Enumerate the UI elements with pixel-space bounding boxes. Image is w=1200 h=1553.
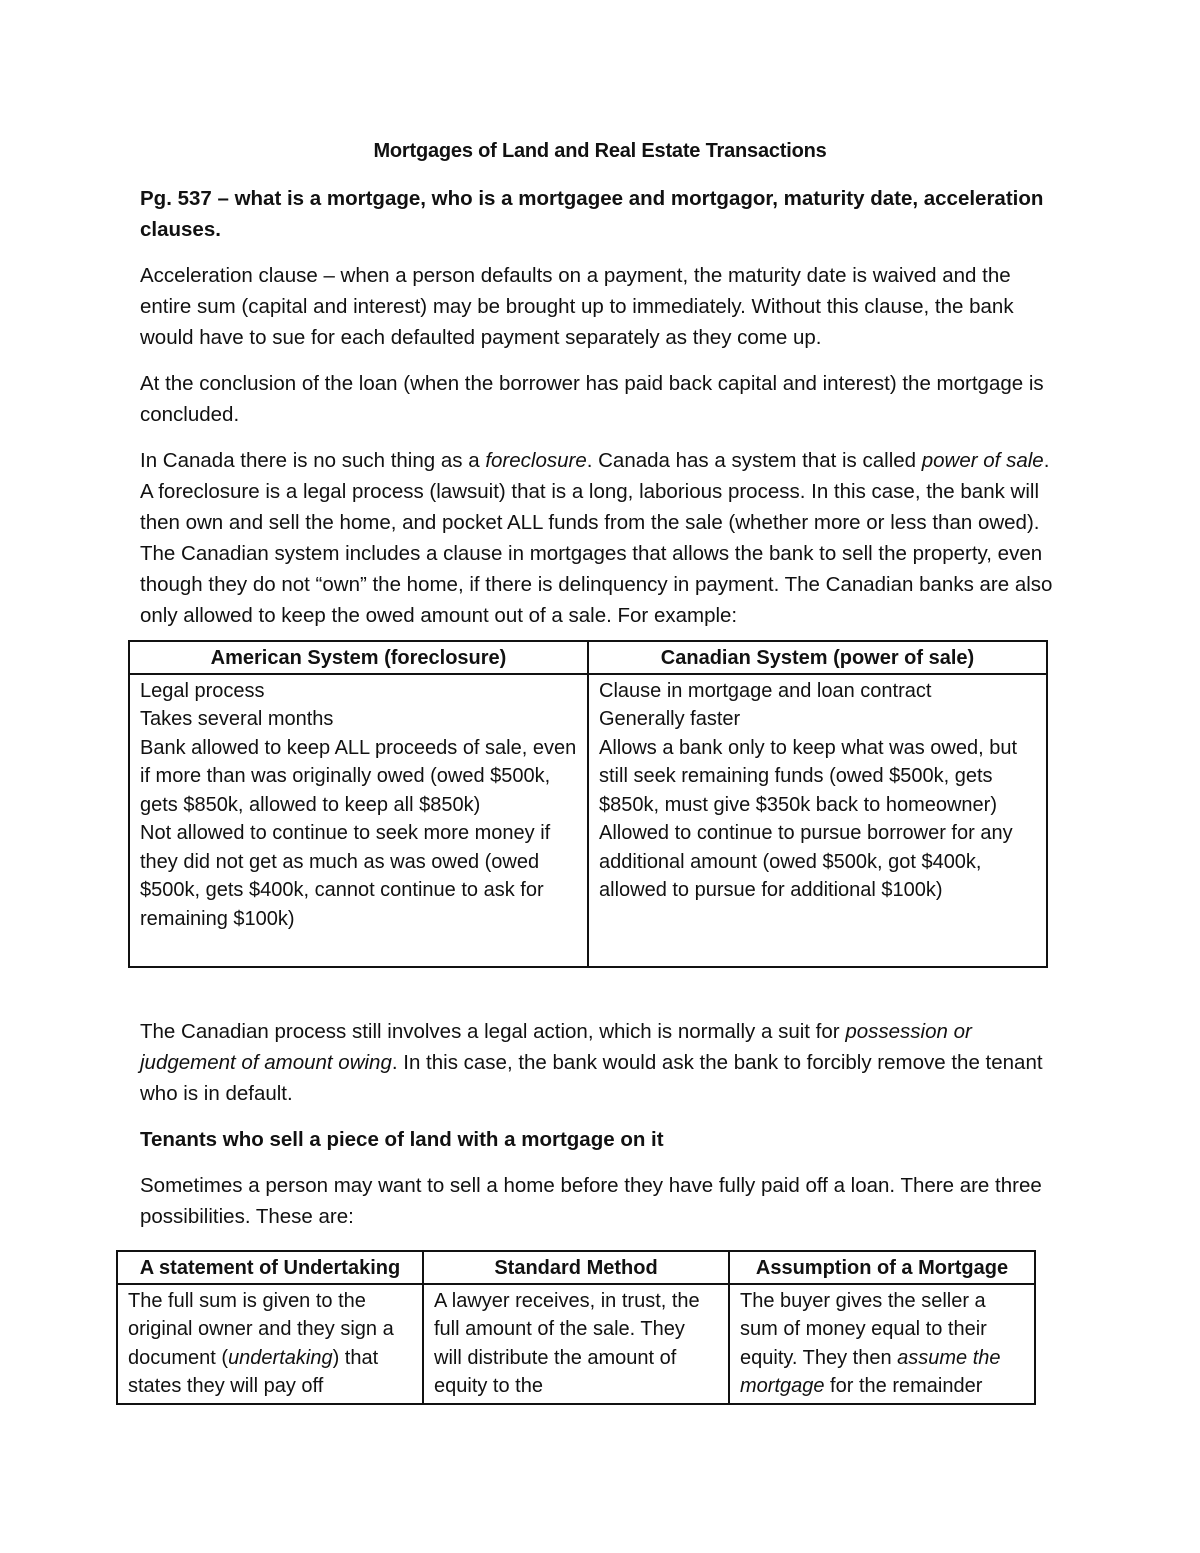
process-paragraph <box>140 1016 1060 1109</box>
table-header-canadian: Canadian System (power of sale) <box>588 641 1047 674</box>
acceleration-paragraph: Acceleration clause – when a person defaults on a payment, the maturity date is waived and the entire sum (capital and interest) may be brought up to immediately. Without this clause, the bank would have to sue for each defaulted payment separately as they come up. <box>140 264 1014 349</box>
list-item: Not allowed to continue to seek more money if they did not get as much as was owed (owed $500k, gets $400k, cannot continue to ask for remaining $100k) <box>140 822 551 930</box>
assumption-cell <box>729 1284 1035 1404</box>
text-run: . Canada has a system that is called <box>586 449 922 472</box>
text-run: . In this case, the bank would ask the bank to forcibly remove the tenant who is in default. <box>140 1050 1043 1105</box>
document-body <box>140 140 1060 1247</box>
text-run: The buyer gives the seller a sum of money equal to their equity. They then <box>740 1289 987 1369</box>
section-heading: Tenants who sell a piece of land with a mortgage on it <box>140 1127 664 1151</box>
sale-options-table <box>116 1250 1036 1405</box>
list-item: Generally faster <box>599 708 741 730</box>
page-title: Mortgages of Land and Real Estate Transactions <box>373 140 827 162</box>
text-run: The full sum is given to the original owner and they sign a document ( <box>128 1289 394 1369</box>
italic-term: power of sale <box>921 449 1044 472</box>
text-run: for the remainder <box>824 1375 983 1397</box>
undertaking-cell <box>117 1284 423 1404</box>
spacer <box>140 968 1060 1016</box>
cell-text: A lawyer receives, in trust, the full amount of the sale. They will distribute the amount of equity to the <box>434 1289 700 1397</box>
sometimes-paragraph: Sometimes a person may want to sell a home before they have fully paid off a loan. There are three possibilities. These are: <box>140 1173 1042 1228</box>
text-run: In Canada there is no such thing as a <box>140 449 486 472</box>
list-item: Clause in mortgage and loan contract <box>599 679 932 702</box>
comparison-table <box>128 640 1048 968</box>
cell-text <box>128 1287 412 1399</box>
italic-term: undertaking <box>228 1346 333 1369</box>
table-row <box>129 674 1047 967</box>
list-item: Bank allowed to keep ALL proceeds of sale, even if more than was originally owed (owed $500k, gets $850k, allowed to keep all $850k) <box>140 736 577 816</box>
italic-term: foreclosure <box>485 449 587 472</box>
intro-reference: Pg. 537 – what is a mortgage, who is a mortgagee and mortgagor, maturity date, acceleration clauses. <box>140 187 1044 241</box>
canada-paragraph <box>140 445 1060 631</box>
table-header-american: American System (foreclosure) <box>129 641 588 674</box>
conclusion-paragraph: At the conclusion of the loan (when the borrower has paid back capital and interest) the mortgage is concluded. <box>140 372 1044 426</box>
text-run: The Canadian process still involves a legal action, which is normally a suit for <box>140 1019 846 1043</box>
text-run: . A foreclosure is a legal process (lawsuit) that is a long, laborious process. In this case, the bank will then own and sell the home, and pocket ALL funds from the sale (whether more or less than owed). The Canadian system includes a clause in mortgages that allows the bank to sell the property, even though they do not “own” the home, if there is delinquency in payment. The Canadian banks are also only allowed to keep the owed amount out of a sale. For example: <box>140 449 1053 627</box>
table-row <box>117 1284 1035 1404</box>
italic-term: assume the mortgage <box>740 1346 1001 1397</box>
table-header-row <box>117 1251 1035 1284</box>
list-item: Allows a bank only to keep what was owed, but still seek remaining funds (owed $500k, gets $850k, must give $350k back to homeowner) <box>599 736 1018 816</box>
list-item: Takes several months <box>140 708 334 730</box>
list-item: Legal process <box>140 679 265 702</box>
table-header-undertaking: A statement of Undertaking <box>117 1251 423 1284</box>
table-header-standard: Standard Method <box>423 1251 729 1284</box>
cell-text <box>740 1287 1024 1399</box>
list-item: Allowed to continue to pursue borrower for any additional amount (owed $500k, got $400k, allowed to pursue for additional $100k) <box>599 822 1013 901</box>
canadian-cell <box>588 674 1047 967</box>
italic-term: possession or judgement of amount owing <box>140 1019 972 1074</box>
table-header-row <box>129 641 1047 674</box>
table-header-assumption: Assumption of a Mortgage <box>729 1251 1035 1284</box>
american-cell <box>129 674 588 967</box>
text-run: ) that states they will pay off <box>128 1346 379 1397</box>
standard-cell <box>423 1284 729 1404</box>
